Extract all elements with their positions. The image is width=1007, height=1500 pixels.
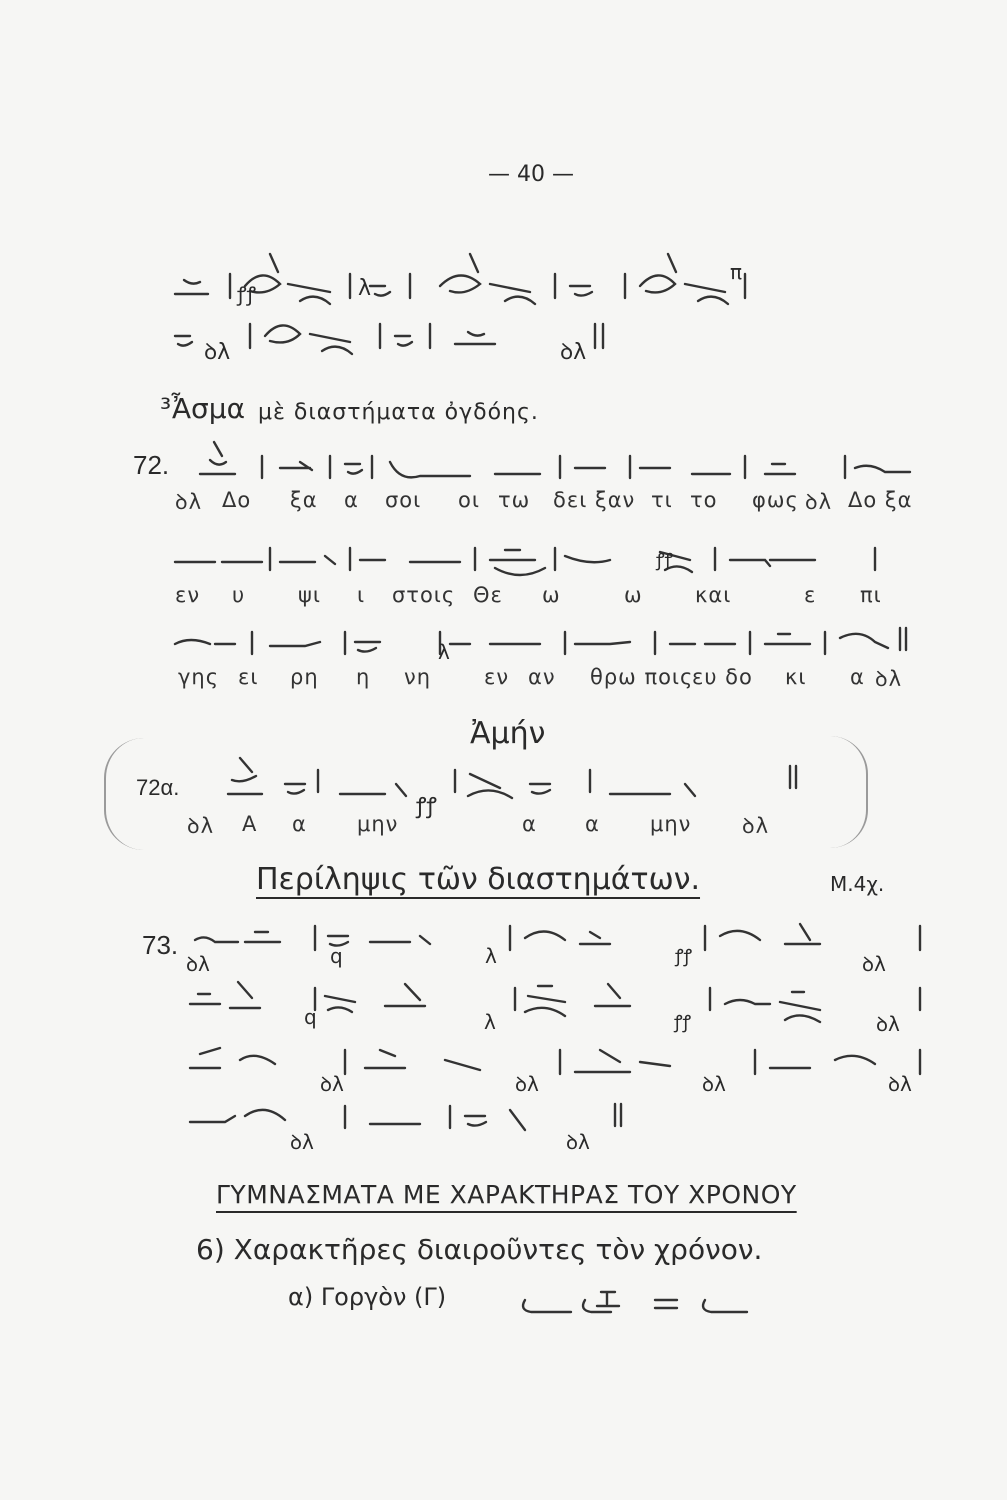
amen-neume-line (200, 740, 820, 810)
martyria-sign: ꝭꝭ (674, 1012, 692, 1033)
martyria-sign: ꝺλ (187, 814, 215, 838)
martyria-sign: ꝺλ (204, 340, 231, 365)
martyria-sign: q (330, 944, 343, 968)
martyria-sign: ꝭꝭ (416, 794, 437, 819)
syllable: ευ δο (692, 665, 753, 689)
gymnasmata-item: α) Γοργὸν (Γ) (288, 1283, 447, 1311)
syllable: νη (404, 665, 432, 689)
section-note: Μ.4χ. (830, 872, 885, 896)
martyria-sign: ꝭꝭ (237, 282, 256, 306)
syllable: α (850, 665, 865, 689)
martyria-sign: ꝺλ (888, 1072, 912, 1096)
syllable: η (356, 665, 371, 689)
lyrics-line-3 (0, 665, 1007, 695)
syllable: υ (232, 583, 246, 607)
neume-line-2 (170, 530, 910, 590)
martyria-sign: q (304, 1005, 317, 1029)
martyria-sign: ꝺλ (742, 814, 770, 838)
syllable: εν (484, 665, 510, 689)
martyria-sign: ꝺλ (290, 1130, 314, 1154)
lyrics-line-2 (0, 583, 1007, 613)
song-heading: ³Ἆσμα (160, 392, 246, 425)
gorgon-example (515, 1282, 755, 1322)
martyria-sign: ꝺλ (862, 952, 886, 976)
martyria-sign: ꝺλ (702, 1072, 726, 1096)
martyria-sign: λ (358, 276, 372, 301)
exercise-number: 72. (133, 450, 170, 480)
gymnasmata-title: ΓΥΜΝΑΣΜΑΤΑ ΜΕ ΧΑΡΑΚΤΗΡΑΣ ΤΟΥ ΧΡΟΝΟΥ (216, 1180, 797, 1209)
martyria-sign: ꝭꝭ (656, 550, 674, 571)
martyria-sign: ꝺλ (515, 1072, 539, 1096)
exercise-number: 73. (142, 930, 179, 960)
syllable: εν (175, 583, 201, 607)
syllable: Δο ξα (848, 488, 913, 512)
syllable: Θε (473, 583, 503, 607)
martyria-sign: ꝭꝭ (675, 946, 693, 967)
syllable: στοις (392, 583, 456, 607)
syllable: πι (860, 583, 882, 607)
syllable: θρω ποις (590, 665, 694, 689)
syllable: σοι (385, 488, 422, 512)
martyria-sign: ꝺλ (320, 1072, 344, 1096)
syllable: ρη (290, 665, 319, 689)
syllable: ξα (290, 488, 318, 512)
exercise-number: 72α. (136, 775, 180, 800)
martyria-sign: ꝺλ (566, 1130, 590, 1154)
syllable: ε (804, 583, 817, 607)
amen-lyrics (0, 812, 1007, 842)
perilipsis-neume-staff (180, 910, 920, 1150)
martyria-sign: ꝺλ (876, 1012, 900, 1036)
syllable: δει ξαν (553, 488, 636, 512)
page-number: — 40 — (488, 162, 574, 187)
syllable: ω (624, 583, 643, 607)
syllable: το (690, 488, 718, 512)
syllable: κι (785, 665, 807, 689)
syllable: γης (178, 665, 220, 689)
syllable: οι (458, 488, 480, 512)
syllable: Α (242, 812, 258, 836)
syllable: α (585, 812, 600, 836)
syllable: α (292, 812, 307, 836)
syllable: ει (238, 665, 259, 689)
syllable: μην (650, 812, 692, 836)
section-title: Περίληψις τῶν διαστημάτων. (256, 862, 701, 897)
martyria-sign: π (730, 260, 743, 284)
martyria-sign: λ (484, 1010, 496, 1034)
syllable: Δο (222, 488, 252, 512)
syllable: ω (542, 583, 561, 607)
lyrics-line-1 (0, 488, 1007, 518)
syllable: ψι (298, 583, 321, 607)
syllable: μην (357, 812, 399, 836)
syllable: φως (752, 488, 799, 512)
syllable: τι (651, 488, 673, 512)
syllable: ι (357, 583, 366, 607)
martyria-sign: ꝺλ (186, 952, 210, 976)
martyria-sign: λ (485, 944, 497, 968)
martyria-sign: ꝺλ (560, 340, 587, 365)
syllable: α (522, 812, 537, 836)
syllable: αν (528, 665, 556, 689)
amen-title: Ἀμήν (470, 716, 546, 751)
martyria-sign: ꝺλ (175, 490, 203, 514)
martyria-sign: ꝺλ (875, 667, 903, 691)
syllable: τω (498, 488, 531, 512)
opening-neume-staff (170, 236, 910, 386)
gymnasmata-section: 6) Χαρακτῆρες διαιροῦντες τὸν χρόνον. (196, 1233, 763, 1266)
neume-line-1 (180, 432, 920, 492)
martyria-sign: λ (438, 640, 450, 664)
syllable: και (695, 583, 732, 607)
song-heading-rest: μὲ διαστήματα ὀγδόης. (258, 400, 539, 425)
syllable: α (344, 488, 359, 512)
martyria-sign: ꝺλ (805, 490, 833, 514)
